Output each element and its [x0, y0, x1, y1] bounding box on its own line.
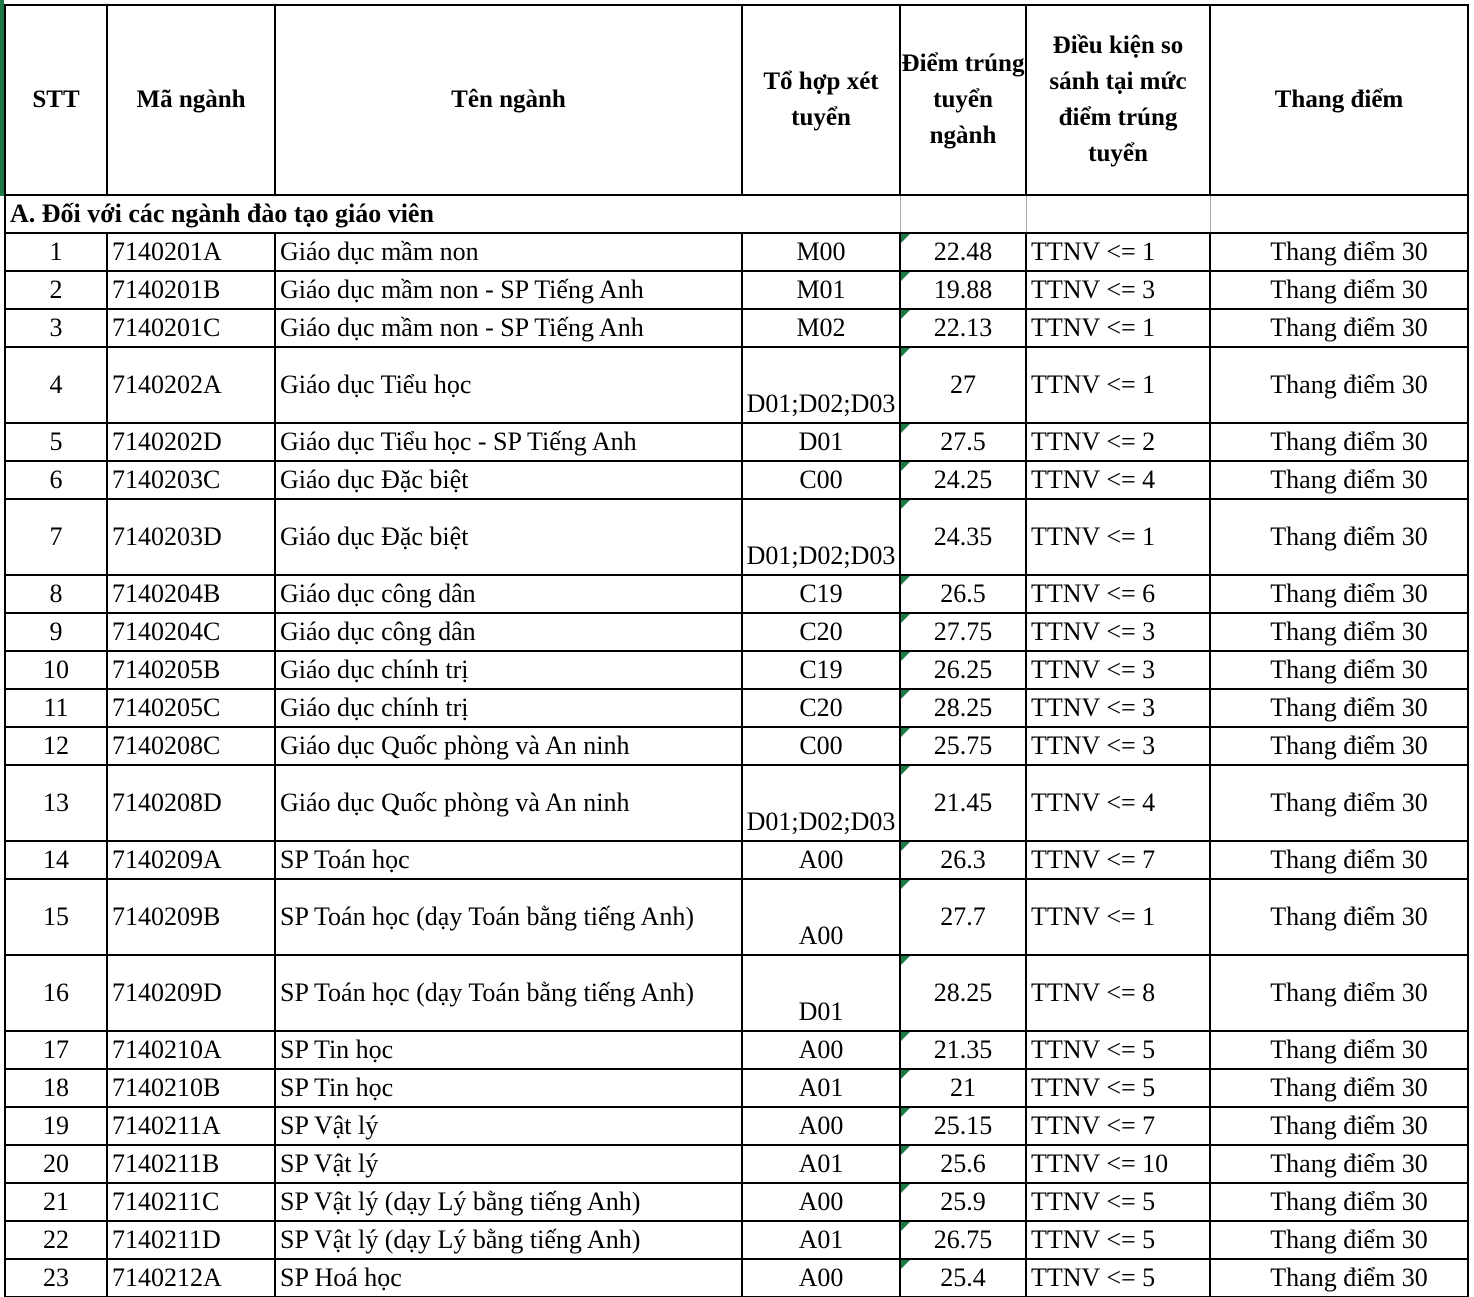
- cell-ten-nganh[interactable]: SP Tin học: [275, 1069, 742, 1107]
- cell-dieu-kien[interactable]: TTNV <= 5: [1026, 1069, 1210, 1107]
- cell-to-hop[interactable]: A00: [742, 1031, 900, 1069]
- cell-ma-nganh[interactable]: 7140209B: [107, 879, 275, 955]
- table-row: [5, 1107, 1468, 1145]
- table-row: [5, 841, 1468, 879]
- cell-stt[interactable]: 7: [5, 499, 107, 575]
- cell-to-hop[interactable]: C20: [742, 613, 900, 651]
- cell-ma-nganh[interactable]: 7140208C: [107, 727, 275, 765]
- header-thang-diem[interactable]: Thang điểm: [1210, 5, 1468, 195]
- admission-table: [4, 4, 1469, 1297]
- cell-ten-nganh[interactable]: SP Vật lý (dạy Lý bằng tiếng Anh): [275, 1221, 742, 1259]
- cell-ma-nganh[interactable]: 7140208D: [107, 765, 275, 841]
- cell-diem[interactable]: 28.25: [900, 955, 1026, 1031]
- cell-thang-diem[interactable]: Thang điểm 30: [1210, 727, 1468, 765]
- cell-stt[interactable]: 8: [5, 575, 107, 613]
- cell-thang-diem[interactable]: Thang điểm 30: [1210, 689, 1468, 727]
- cell-dieu-kien[interactable]: TTNV <= 1: [1026, 879, 1210, 955]
- cell-dieu-kien[interactable]: TTNV <= 4: [1026, 765, 1210, 841]
- cell-ten-nganh[interactable]: Giáo dục Đặc biệt: [275, 461, 742, 499]
- cell-dieu-kien[interactable]: TTNV <= 3: [1026, 727, 1210, 765]
- cell-thang-diem[interactable]: Thang điểm 30: [1210, 347, 1468, 423]
- cell-ma-nganh[interactable]: 7140205C: [107, 689, 275, 727]
- cell-stt[interactable]: 21: [5, 1183, 107, 1221]
- table-row: [5, 651, 1468, 689]
- cell-ten-nganh[interactable]: Giáo dục Tiểu học - SP Tiếng Anh: [275, 423, 742, 461]
- cell-dieu-kien[interactable]: TTNV <= 7: [1026, 841, 1210, 879]
- cell-stt[interactable]: 19: [5, 1107, 107, 1145]
- table-row: [5, 309, 1468, 347]
- cell-stt[interactable]: 1: [5, 233, 107, 271]
- cell-to-hop[interactable]: A00: [742, 1107, 900, 1145]
- cell-ten-nganh[interactable]: SP Toán học: [275, 841, 742, 879]
- cell-ten-nganh[interactable]: Giáo dục Quốc phòng và An ninh: [275, 727, 742, 765]
- cell-dieu-kien[interactable]: TTNV <= 1: [1026, 309, 1210, 347]
- cell-thang-diem[interactable]: Thang điểm 30: [1210, 841, 1468, 879]
- table-row: [5, 1183, 1468, 1221]
- section-empty-cell[interactable]: [1026, 195, 1210, 233]
- table-row: [5, 955, 1468, 1031]
- cell-stt[interactable]: 17: [5, 1031, 107, 1069]
- cell-thang-diem[interactable]: Thang điểm 30: [1210, 1031, 1468, 1069]
- cell-thang-diem[interactable]: Thang điểm 30: [1210, 879, 1468, 955]
- table-row: [5, 879, 1468, 955]
- cell-diem[interactable]: 22.13: [900, 309, 1026, 347]
- header-stt[interactable]: STT: [5, 5, 107, 195]
- cell-ma-nganh[interactable]: 7140211A: [107, 1107, 275, 1145]
- cell-ten-nganh[interactable]: Giáo dục công dân: [275, 613, 742, 651]
- cell-thang-diem[interactable]: Thang điểm 30: [1210, 1069, 1468, 1107]
- cell-ma-nganh[interactable]: 7140203D: [107, 499, 275, 575]
- cell-stt[interactable]: 2: [5, 271, 107, 309]
- cell-stt[interactable]: 3: [5, 309, 107, 347]
- cell-stt[interactable]: 9: [5, 613, 107, 651]
- cell-dieu-kien[interactable]: TTNV <= 3: [1026, 271, 1210, 309]
- cell-to-hop[interactable]: C00: [742, 461, 900, 499]
- cell-diem[interactable]: 25.9: [900, 1183, 1026, 1221]
- cell-thang-diem[interactable]: Thang điểm 30: [1210, 613, 1468, 651]
- cell-to-hop[interactable]: D01;D02;D03: [742, 765, 900, 841]
- cell-to-hop[interactable]: M00: [742, 233, 900, 271]
- cell-to-hop[interactable]: A00: [742, 1259, 900, 1297]
- cell-ma-nganh[interactable]: 7140209D: [107, 955, 275, 1031]
- cell-ma-nganh[interactable]: 7140201A: [107, 233, 275, 271]
- table-row: [5, 1069, 1468, 1107]
- cell-dieu-kien[interactable]: TTNV <= 6: [1026, 575, 1210, 613]
- cell-stt[interactable]: 5: [5, 423, 107, 461]
- cell-ma-nganh[interactable]: 7140209A: [107, 841, 275, 879]
- cell-diem[interactable]: 21: [900, 1069, 1026, 1107]
- cell-ten-nganh[interactable]: SP Vật lý: [275, 1145, 742, 1183]
- cell-ten-nganh[interactable]: SP Toán học (dạy Toán bằng tiếng Anh): [275, 879, 742, 955]
- cell-ten-nganh[interactable]: Giáo dục mầm non - SP Tiếng Anh: [275, 271, 742, 309]
- cell-dieu-kien[interactable]: TTNV <= 7: [1026, 1107, 1210, 1145]
- cell-diem[interactable]: 28.25: [900, 689, 1026, 727]
- cell-thang-diem[interactable]: Thang điểm 30: [1210, 499, 1468, 575]
- cell-diem[interactable]: 25.75: [900, 727, 1026, 765]
- cell-stt[interactable]: 18: [5, 1069, 107, 1107]
- cell-stt[interactable]: 13: [5, 765, 107, 841]
- cell-dieu-kien[interactable]: TTNV <= 8: [1026, 955, 1210, 1031]
- cell-ma-nganh[interactable]: 7140205B: [107, 651, 275, 689]
- cell-ma-nganh[interactable]: 7140211D: [107, 1221, 275, 1259]
- cell-diem[interactable]: 25.15: [900, 1107, 1026, 1145]
- cell-diem[interactable]: 27: [900, 347, 1026, 423]
- cell-dieu-kien[interactable]: TTNV <= 3: [1026, 651, 1210, 689]
- table-row: [5, 499, 1468, 575]
- table-row: [5, 461, 1468, 499]
- cell-ten-nganh[interactable]: SP Vật lý: [275, 1107, 742, 1145]
- cell-dieu-kien[interactable]: TTNV <= 4: [1026, 461, 1210, 499]
- cell-ten-nganh[interactable]: Giáo dục chính trị: [275, 651, 742, 689]
- cell-ma-nganh[interactable]: 7140202A: [107, 347, 275, 423]
- header-ma-nganh[interactable]: Mã ngành: [107, 5, 275, 195]
- cell-thang-diem[interactable]: Thang điểm 30: [1210, 309, 1468, 347]
- cell-ma-nganh[interactable]: 7140201C: [107, 309, 275, 347]
- cell-ma-nganh[interactable]: 7140203C: [107, 461, 275, 499]
- cell-to-hop[interactable]: A00: [742, 1183, 900, 1221]
- cell-dieu-kien[interactable]: TTNV <= 1: [1026, 233, 1210, 271]
- cell-diem[interactable]: 21.45: [900, 765, 1026, 841]
- header-row: [5, 5, 1468, 195]
- cell-ma-nganh[interactable]: 7140210A: [107, 1031, 275, 1069]
- cell-ma-nganh[interactable]: 7140201B: [107, 271, 275, 309]
- table-row: [5, 613, 1468, 651]
- cell-ten-nganh[interactable]: Giáo dục mầm non - SP Tiếng Anh: [275, 309, 742, 347]
- cell-to-hop[interactable]: C00: [742, 727, 900, 765]
- cell-dieu-kien[interactable]: TTNV <= 1: [1026, 499, 1210, 575]
- cell-thang-diem[interactable]: Thang điểm 30: [1210, 1145, 1468, 1183]
- cell-ma-nganh[interactable]: 7140211B: [107, 1145, 275, 1183]
- table-row: [5, 233, 1468, 271]
- cell-thang-diem[interactable]: Thang điểm 30: [1210, 271, 1468, 309]
- cell-dieu-kien[interactable]: TTNV <= 1: [1026, 347, 1210, 423]
- section-empty-cell[interactable]: [900, 195, 1026, 233]
- cell-diem[interactable]: 24.25: [900, 461, 1026, 499]
- header-ten-nganh[interactable]: Tên ngành: [275, 5, 742, 195]
- cell-to-hop[interactable]: M02: [742, 309, 900, 347]
- cell-to-hop[interactable]: A01: [742, 1145, 900, 1183]
- cell-diem[interactable]: 26.75: [900, 1221, 1026, 1259]
- cell-to-hop[interactable]: D01: [742, 423, 900, 461]
- table-row: [5, 689, 1468, 727]
- cell-dieu-kien[interactable]: TTNV <= 10: [1026, 1145, 1210, 1183]
- cell-diem[interactable]: 26.25: [900, 651, 1026, 689]
- cell-ma-nganh[interactable]: 7140211C: [107, 1183, 275, 1221]
- cell-dieu-kien[interactable]: TTNV <= 3: [1026, 613, 1210, 651]
- cell-diem[interactable]: 25.6: [900, 1145, 1026, 1183]
- cell-dieu-kien[interactable]: TTNV <= 3: [1026, 689, 1210, 727]
- table-row: [5, 765, 1468, 841]
- cell-ma-nganh[interactable]: 7140204B: [107, 575, 275, 613]
- cell-diem[interactable]: 25.4: [900, 1259, 1026, 1297]
- cell-ten-nganh[interactable]: Giáo dục mầm non: [275, 233, 742, 271]
- cell-thang-diem[interactable]: Thang điểm 30: [1210, 1259, 1468, 1297]
- cell-stt[interactable]: 23: [5, 1259, 107, 1297]
- cell-stt[interactable]: 11: [5, 689, 107, 727]
- section-title[interactable]: A. Đối với các ngành đào tạo giáo viên: [5, 195, 900, 233]
- cell-dieu-kien[interactable]: TTNV <= 5: [1026, 1183, 1210, 1221]
- cell-to-hop[interactable]: D01;D02;D03: [742, 347, 900, 423]
- cell-to-hop[interactable]: C19: [742, 651, 900, 689]
- cell-stt[interactable]: 14: [5, 841, 107, 879]
- cell-diem[interactable]: 26.3: [900, 841, 1026, 879]
- header-to-hop[interactable]: Tổ hợp xét tuyển: [742, 5, 900, 195]
- cell-thang-diem[interactable]: Thang điểm 30: [1210, 233, 1468, 271]
- table-row: [5, 1221, 1468, 1259]
- cell-to-hop[interactable]: A01: [742, 1069, 900, 1107]
- table-row: [5, 1031, 1468, 1069]
- table-row: [5, 347, 1468, 423]
- header-diem[interactable]: Điểm trúng tuyển ngành: [900, 5, 1026, 195]
- header-dieu-kien[interactable]: Điều kiện so sánh tại mức điểm trúng tuyển: [1026, 5, 1210, 195]
- cell-diem[interactable]: 21.35: [900, 1031, 1026, 1069]
- cell-diem[interactable]: 19.88: [900, 271, 1026, 309]
- cell-diem[interactable]: 27.7: [900, 879, 1026, 955]
- section-empty-cell[interactable]: [1210, 195, 1468, 233]
- cell-thang-diem[interactable]: Thang điểm 30: [1210, 765, 1468, 841]
- cell-stt[interactable]: 10: [5, 651, 107, 689]
- cell-diem[interactable]: 26.5: [900, 575, 1026, 613]
- cell-to-hop[interactable]: D01;D02;D03: [742, 499, 900, 575]
- cell-stt[interactable]: 6: [5, 461, 107, 499]
- cell-diem[interactable]: 24.35: [900, 499, 1026, 575]
- cell-to-hop[interactable]: C20: [742, 689, 900, 727]
- table-row: [5, 423, 1468, 461]
- cell-stt[interactable]: 16: [5, 955, 107, 1031]
- cell-diem[interactable]: 27.5: [900, 423, 1026, 461]
- cell-ten-nganh[interactable]: Giáo dục chính trị: [275, 689, 742, 727]
- cell-dieu-kien[interactable]: TTNV <= 5: [1026, 1259, 1210, 1297]
- cell-to-hop[interactable]: M01: [742, 271, 900, 309]
- table-row: [5, 1259, 1468, 1297]
- cell-dieu-kien[interactable]: TTNV <= 5: [1026, 1031, 1210, 1069]
- cell-ma-nganh[interactable]: 7140212A: [107, 1259, 275, 1297]
- cell-thang-diem[interactable]: Thang điểm 30: [1210, 461, 1468, 499]
- cell-to-hop[interactable]: A01: [742, 1221, 900, 1259]
- cell-ten-nganh[interactable]: SP Toán học (dạy Toán bằng tiếng Anh): [275, 955, 742, 1031]
- cell-stt[interactable]: 22: [5, 1221, 107, 1259]
- cell-to-hop[interactable]: C19: [742, 575, 900, 613]
- cell-dieu-kien[interactable]: TTNV <= 2: [1026, 423, 1210, 461]
- cell-ten-nganh[interactable]: Giáo dục Quốc phòng và An ninh: [275, 765, 742, 841]
- cell-thang-diem[interactable]: Thang điểm 30: [1210, 1183, 1468, 1221]
- cell-dieu-kien[interactable]: TTNV <= 5: [1026, 1221, 1210, 1259]
- cell-ten-nganh[interactable]: SP Tin học: [275, 1031, 742, 1069]
- cell-stt[interactable]: 4: [5, 347, 107, 423]
- cell-thang-diem[interactable]: Thang điểm 30: [1210, 651, 1468, 689]
- table-row: [5, 727, 1468, 765]
- cell-thang-diem[interactable]: Thang điểm 30: [1210, 955, 1468, 1031]
- section-row: [5, 195, 1468, 233]
- cell-to-hop[interactable]: A00: [742, 879, 900, 955]
- cell-thang-diem[interactable]: Thang điểm 30: [1210, 1221, 1468, 1259]
- table-row: [5, 575, 1468, 613]
- cell-stt[interactable]: 20: [5, 1145, 107, 1183]
- cell-thang-diem[interactable]: Thang điểm 30: [1210, 575, 1468, 613]
- cell-ten-nganh[interactable]: Giáo dục Tiểu học: [275, 347, 742, 423]
- cell-ma-nganh[interactable]: 7140204C: [107, 613, 275, 651]
- cell-to-hop[interactable]: A00: [742, 841, 900, 879]
- cell-ten-nganh[interactable]: Giáo dục công dân: [275, 575, 742, 613]
- cell-stt[interactable]: 12: [5, 727, 107, 765]
- table-row: [5, 1145, 1468, 1183]
- cell-diem[interactable]: 27.75: [900, 613, 1026, 651]
- cell-thang-diem[interactable]: Thang điểm 30: [1210, 1107, 1468, 1145]
- cell-ten-nganh[interactable]: SP Hoá học: [275, 1259, 742, 1297]
- cell-ten-nganh[interactable]: Giáo dục Đặc biệt: [275, 499, 742, 575]
- cell-ma-nganh[interactable]: 7140210B: [107, 1069, 275, 1107]
- cell-ma-nganh[interactable]: 7140202D: [107, 423, 275, 461]
- cell-stt[interactable]: 15: [5, 879, 107, 955]
- cell-diem[interactable]: 22.48: [900, 233, 1026, 271]
- cell-to-hop[interactable]: D01: [742, 955, 900, 1031]
- cell-ten-nganh[interactable]: SP Vật lý (dạy Lý bằng tiếng Anh): [275, 1183, 742, 1221]
- cell-thang-diem[interactable]: Thang điểm 30: [1210, 423, 1468, 461]
- table-row: [5, 271, 1468, 309]
